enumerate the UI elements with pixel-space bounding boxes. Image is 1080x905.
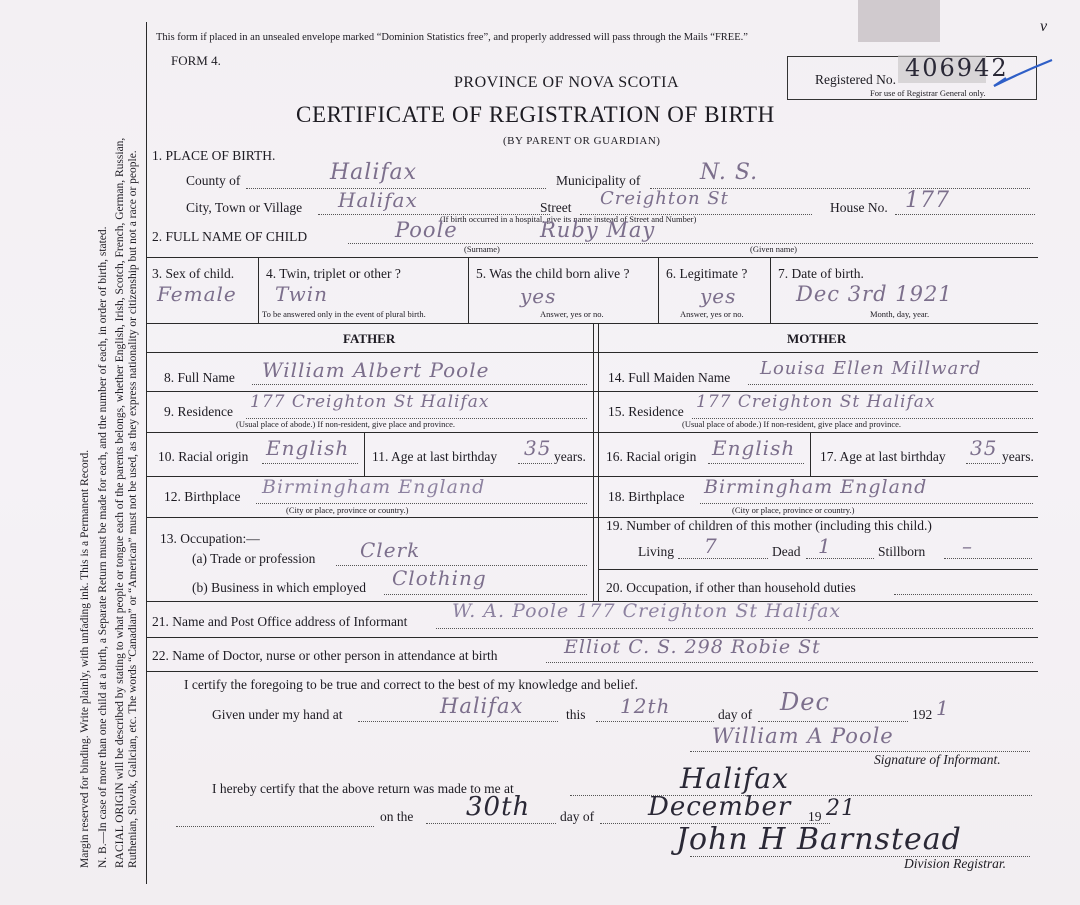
given-day: 12th [620, 694, 671, 718]
living-line [678, 558, 768, 559]
children-label: 19. Number of children of this mother (including this child.) [606, 518, 932, 533]
registrar-day-line [426, 823, 556, 824]
mother-birthplace-line [700, 503, 1033, 504]
father-residence: 177 Creighton St Halifax [250, 392, 490, 412]
legitimate-value: yes [700, 284, 737, 308]
occupation-label: 13. Occupation:— [160, 531, 260, 546]
house-line [895, 214, 1035, 215]
informant-signature-caption: Signature of Informant. [874, 752, 1001, 767]
alive-value: yes [520, 284, 557, 308]
mother-occupation-label: 20. Occupation, if other than household duties [606, 580, 856, 595]
dead-value: 1 [818, 534, 832, 558]
divider-parents-header [146, 352, 1038, 353]
street-label: Street [540, 200, 572, 215]
divider-col6 [770, 257, 771, 323]
child-given-name: Ruby May [540, 218, 656, 242]
mother-residence-note: (Usual place of abode.) If non-resident, give place and province. [682, 419, 902, 429]
mother-racial-line [708, 463, 804, 464]
registrar-place: Halifax [680, 762, 789, 795]
mother-age-line [966, 463, 1000, 464]
registrar-month: December [648, 792, 792, 822]
given-place-line [358, 721, 558, 722]
given-place: Halifax [440, 694, 524, 718]
mother-racial-label: 16. Racial origin [606, 449, 697, 464]
city-value: Halifax [338, 188, 418, 212]
dead-label: Dead [772, 544, 801, 559]
divider-col3 [258, 257, 259, 323]
father-name: William Albert Poole [262, 358, 490, 382]
dob-value: Dec 3rd 1921 [796, 282, 953, 306]
dob-note: Month, day, year. [870, 309, 930, 319]
margin-note-3: RACIAL ORIGIN will be described by stating to what people or tongue each of the parents belongs, whether English, Irish, Scotch, French, German, Russian, [114, 137, 126, 868]
father-birthplace: Birmingham England [262, 476, 486, 498]
father-heading: FATHER [343, 331, 396, 346]
page-subtitle: (BY PARENT OR GUARDIAN) [503, 135, 661, 147]
sex-value: Female [157, 282, 237, 306]
form-left-border [146, 22, 147, 884]
mother-racial: English [712, 436, 796, 460]
divider-parents-right [598, 323, 599, 601]
father-name-label: 8. Full Name [164, 370, 235, 385]
mother-name: Louisa Ellen Millward [760, 358, 982, 379]
alive-label: 5. Was the child born alive ? [476, 266, 630, 281]
divider-row3-top [146, 257, 1038, 258]
registrar-on-label: on the [380, 809, 414, 824]
doctor-value: Elliot C. S. 298 Robie St [564, 636, 821, 658]
child-name-line [348, 243, 1033, 244]
given-label: Given under my hand at [212, 707, 343, 722]
business-label: (b) Business in which employed [192, 580, 366, 595]
registered-label: Registered No. [815, 72, 896, 87]
child-name-label: 2. FULL NAME OF CHILD [152, 229, 308, 244]
mother-age: 35 [970, 436, 998, 460]
divider-col4 [468, 257, 469, 323]
given-name-caption: (Given name) [750, 244, 797, 254]
father-age-line [518, 463, 552, 464]
twin-value: Twin [275, 282, 329, 306]
informant-line [436, 628, 1033, 629]
doctor-label: 22. Name of Doctor, nurse or other person in attendance at birth [152, 648, 498, 663]
divider-age-father [364, 432, 365, 476]
registrar-signature-caption: Division Registrar. [904, 856, 1007, 871]
stillborn-line [944, 558, 1032, 559]
legitimate-note: Answer, yes or no. [680, 309, 744, 319]
check-mark-icon [992, 56, 1056, 90]
margin-note-4: Ruthenian, Slovak, Galician, etc. The words “Canadian” or “American” must not be used, as they express nationality or citizenship but not a race or people. [127, 150, 139, 868]
registered-note: For use of Registrar General only. [870, 88, 986, 98]
mother-birthplace-note: (City or place, province or country.) [732, 505, 855, 515]
business-line [384, 594, 587, 595]
divider-row9 [146, 432, 1038, 433]
place-section-label: 1. PLACE OF BIRTH. [152, 148, 276, 163]
form-number: FORM 4. [171, 53, 221, 68]
father-residence-note: (Usual place of abode.) If non-resident, give place and province. [236, 419, 456, 429]
father-years: years. [554, 449, 586, 464]
dob-label: 7. Date of birth. [778, 266, 864, 281]
divider-row22 [146, 671, 1038, 672]
twin-label: 4. Twin, triplet or other ? [266, 266, 401, 281]
given-day-line [596, 721, 714, 722]
twin-note: To be answered only in the event of plural birth. [262, 309, 426, 319]
registrar-signature: John H Barnstead [676, 822, 962, 857]
house-value: 177 [905, 188, 950, 213]
trade-value: Clerk [360, 538, 421, 562]
divider-age-mother [810, 432, 811, 476]
divider-col5 [658, 257, 659, 323]
registrar-day: 30th [466, 792, 531, 822]
child-surname: Poole [395, 218, 458, 242]
mother-residence-label: 15. Residence [608, 404, 684, 419]
father-age-label: 11. Age at last birthday [372, 449, 498, 464]
divider-row19 [598, 569, 1038, 570]
margin-note-1: Margin reserved for binding. Write plainly, with unfading ink. This is a Permanent Record. [79, 449, 91, 868]
father-racial: English [266, 436, 350, 460]
registrar-statement: I hereby certify that the above return was made to me at [212, 781, 514, 796]
dead-line [806, 558, 874, 559]
mother-age-label: 17. Age at last birthday [820, 449, 946, 464]
living-label: Living [638, 544, 674, 559]
corner-mark: v [1040, 18, 1048, 35]
registrar-blank-line [176, 826, 374, 827]
county-label: County of [186, 173, 241, 188]
mother-birthplace-label: 18. Birthplace [608, 489, 685, 504]
father-racial-line [262, 463, 358, 464]
county-value: Halifax [330, 160, 418, 185]
mail-notice: This form if placed in an unsealed envelope marked “Dominion Statistics free”, and properly addressed will pass through the Mails “FREE.” [156, 32, 748, 43]
mother-birthplace: Birmingham England [704, 476, 928, 498]
father-racial-label: 10. Racial origin [158, 449, 249, 464]
divider-parents-top [146, 323, 1038, 324]
legitimate-label: 6. Legitimate ? [666, 266, 748, 281]
mother-occupation-line [894, 594, 1032, 595]
province-heading: PROVINCE OF NOVA SCOTIA [454, 74, 680, 91]
surname-caption: (Surname) [464, 244, 500, 254]
street-note: (If birth occurred in a hospital, give its name instead of Street and Number) [440, 214, 697, 224]
informant-value: W. A. Poole 177 Creighton St Halifax [452, 600, 842, 622]
registered-number: 406942 [905, 54, 1009, 82]
stillborn-label: Stillborn [878, 544, 926, 559]
municipality-label: Municipality of [556, 173, 641, 188]
street-value: Creighton St [600, 188, 729, 209]
doctor-line [546, 662, 1033, 663]
father-name-line [252, 384, 587, 385]
certify-statement: I certify the foregoing to be true and correct to the best of my knowledge and belief. [184, 677, 638, 692]
mother-years: years. [1002, 449, 1034, 464]
registrar-place-line [570, 795, 1032, 796]
divider-parents-left [593, 323, 594, 601]
registrar-day-of-label: day of [560, 809, 595, 824]
informant-signature: William A Poole [712, 724, 894, 748]
father-residence-label: 9. Residence [164, 404, 233, 419]
business-value: Clothing [392, 566, 487, 590]
tape-mark [858, 0, 940, 42]
given-day-of-label: day of [718, 707, 753, 722]
municipality-value: N. S. [700, 160, 759, 185]
given-year-suffix: 1 [936, 696, 950, 720]
city-label: City, Town or Village [186, 200, 303, 215]
mother-name-line [748, 384, 1033, 385]
house-label: House No. [830, 200, 888, 215]
margin-note-2: N. B.—In case of more than one child at a birth, a Separate Return must be made for each, and the number of each, in order of birth, stated. [97, 226, 109, 868]
father-birthplace-note: (City or place, province or country.) [286, 505, 409, 515]
registrar-year-prefix: 19 [808, 809, 822, 824]
mother-residence: 177 Creighton St Halifax [696, 392, 936, 412]
this-label: this [566, 707, 586, 722]
sex-label: 3. Sex of child. [152, 266, 235, 281]
given-month: Dec [780, 688, 830, 716]
given-month-line [758, 721, 908, 722]
mother-heading: MOTHER [787, 331, 847, 346]
trade-label: (a) Trade or profession [192, 551, 316, 566]
living-value: 7 [704, 534, 718, 558]
father-age: 35 [524, 436, 552, 460]
informant-label: 21. Name and Post Office address of Informant [152, 614, 408, 629]
mother-name-label: 14. Full Maiden Name [608, 370, 731, 385]
father-birthplace-label: 12. Birthplace [164, 489, 241, 504]
page-title: CERTIFICATE OF REGISTRATION OF BIRTH [296, 102, 775, 127]
given-year-prefix: 192 [912, 707, 933, 722]
registrar-year-suffix: 21 [826, 796, 856, 821]
stillborn-value: – [962, 534, 973, 558]
alive-note: Answer, yes or no. [540, 309, 604, 319]
father-birthplace-line [256, 503, 587, 504]
